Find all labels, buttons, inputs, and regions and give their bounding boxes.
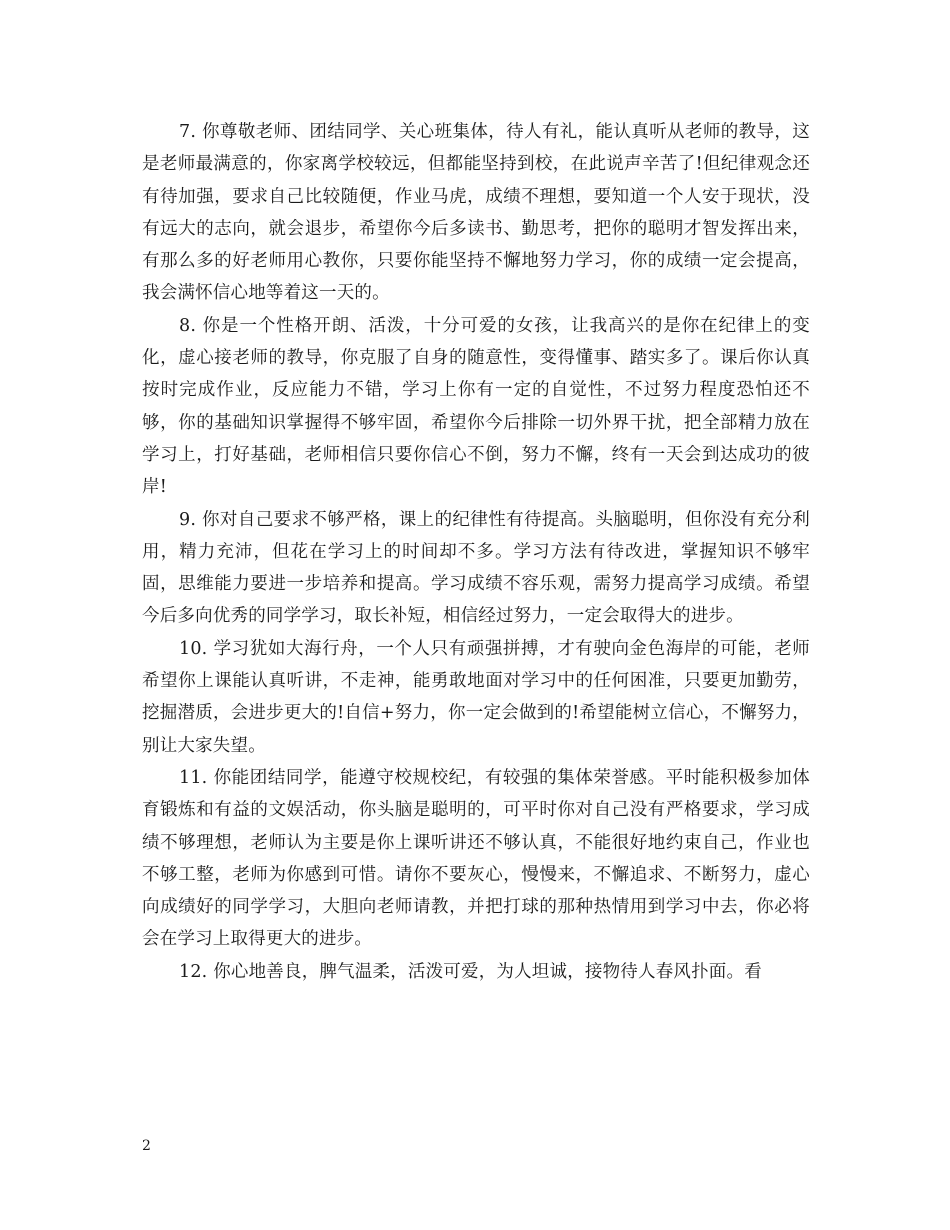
comment-paragraph-7: 7. 你尊敬老师、团结同学、关心班集体，待人有礼，能认真听从老师的教导，这是老师最满意的，你家离学校较远，但都能坚持到校，在此说声辛苦了!但纪律观念还有待加强，要求自己比较随便，作业马虎，成绩不理想，要知道一个人安于现状，没有远大的志向，就会退步，希望你今后多读书、勤思考，把你的聪明才智发挥出来，有那么多的好老师用心教你，只要你能坚持不懈地努力学习，你的成绩一定会提高，我会满怀信心地等着这一天的。 [142, 122, 810, 304]
body-text [142, 116, 810, 988]
comment-paragraph-9: 9. 你对自己要求不够严格，课上的纪律性有待提高。头脑聪明，但你没有充分利用，精力充沛，但花在学习上的时间却不多。学习方法有待改进，掌握知识不够牢固，思维能力要进一步培养和提高。学习成绩不容乐观，需努力提高学习成绩。希望今后多向优秀的同学学习，取长补短，相信经过努力，一定会取得大的进步。 [142, 509, 810, 627]
page-number: 2 [142, 1138, 151, 1154]
comment-paragraph-11: 11. 你能团结同学，能遵守校规校纪，有较强的集体荣誉感。平时能积极参加体育锻炼和有益的文娱活动，你头脑是聪明的，可平时你对自己没有严格要求，学习成绩不够理想，老师认为主要是你上课听讲还不够认真，不能很好地约束自己，作业也不够工整，老师为你感到可惜。请你不要灰心，慢慢来，不懈追求、不断努力，虚心向成绩好的同学学习，大胆向老师请教，并把打球的那种热情用到学习中去，你必将会在学习上取得更大的进步。 [142, 767, 810, 950]
comment-paragraph-12: 12. 你心地善良，脾气温柔，活泼可爱，为人坦诚，接物待人春风扑面。看 [179, 961, 762, 982]
comment-paragraph-10: 10. 学习犹如大海行舟，一个人只有顽强拼搏，才有驶向金色海岸的可能，老师希望你上课能认真听讲，不走神，能勇敢地面对学习中的任何困准，只要更加勤劳，挖掘潜质，会进步更大的!自信+努力，你一定会做到的!希望能树立信心，不懈努力，别让大家失望。 [142, 638, 810, 756]
comment-paragraph-8: 8. 你是一个性格开朗、活泼，十分可爱的女孩，让我高兴的是你在纪律上的变化，虚心接老师的教导，你克服了自身的随意性，变得懂事、踏实多了。课后你认真按时完成作业，反应能力不错，学习上你有一定的自觉性，不过努力程度恐怕还不够，你的基础知识掌握得不够牢固，希望你今后排除一切外界干扰，把全部精力放在学习上，打好基础，老师相信只要你信心不倒，努力不懈，终有一天会到达成功的彼岸! [142, 315, 810, 498]
